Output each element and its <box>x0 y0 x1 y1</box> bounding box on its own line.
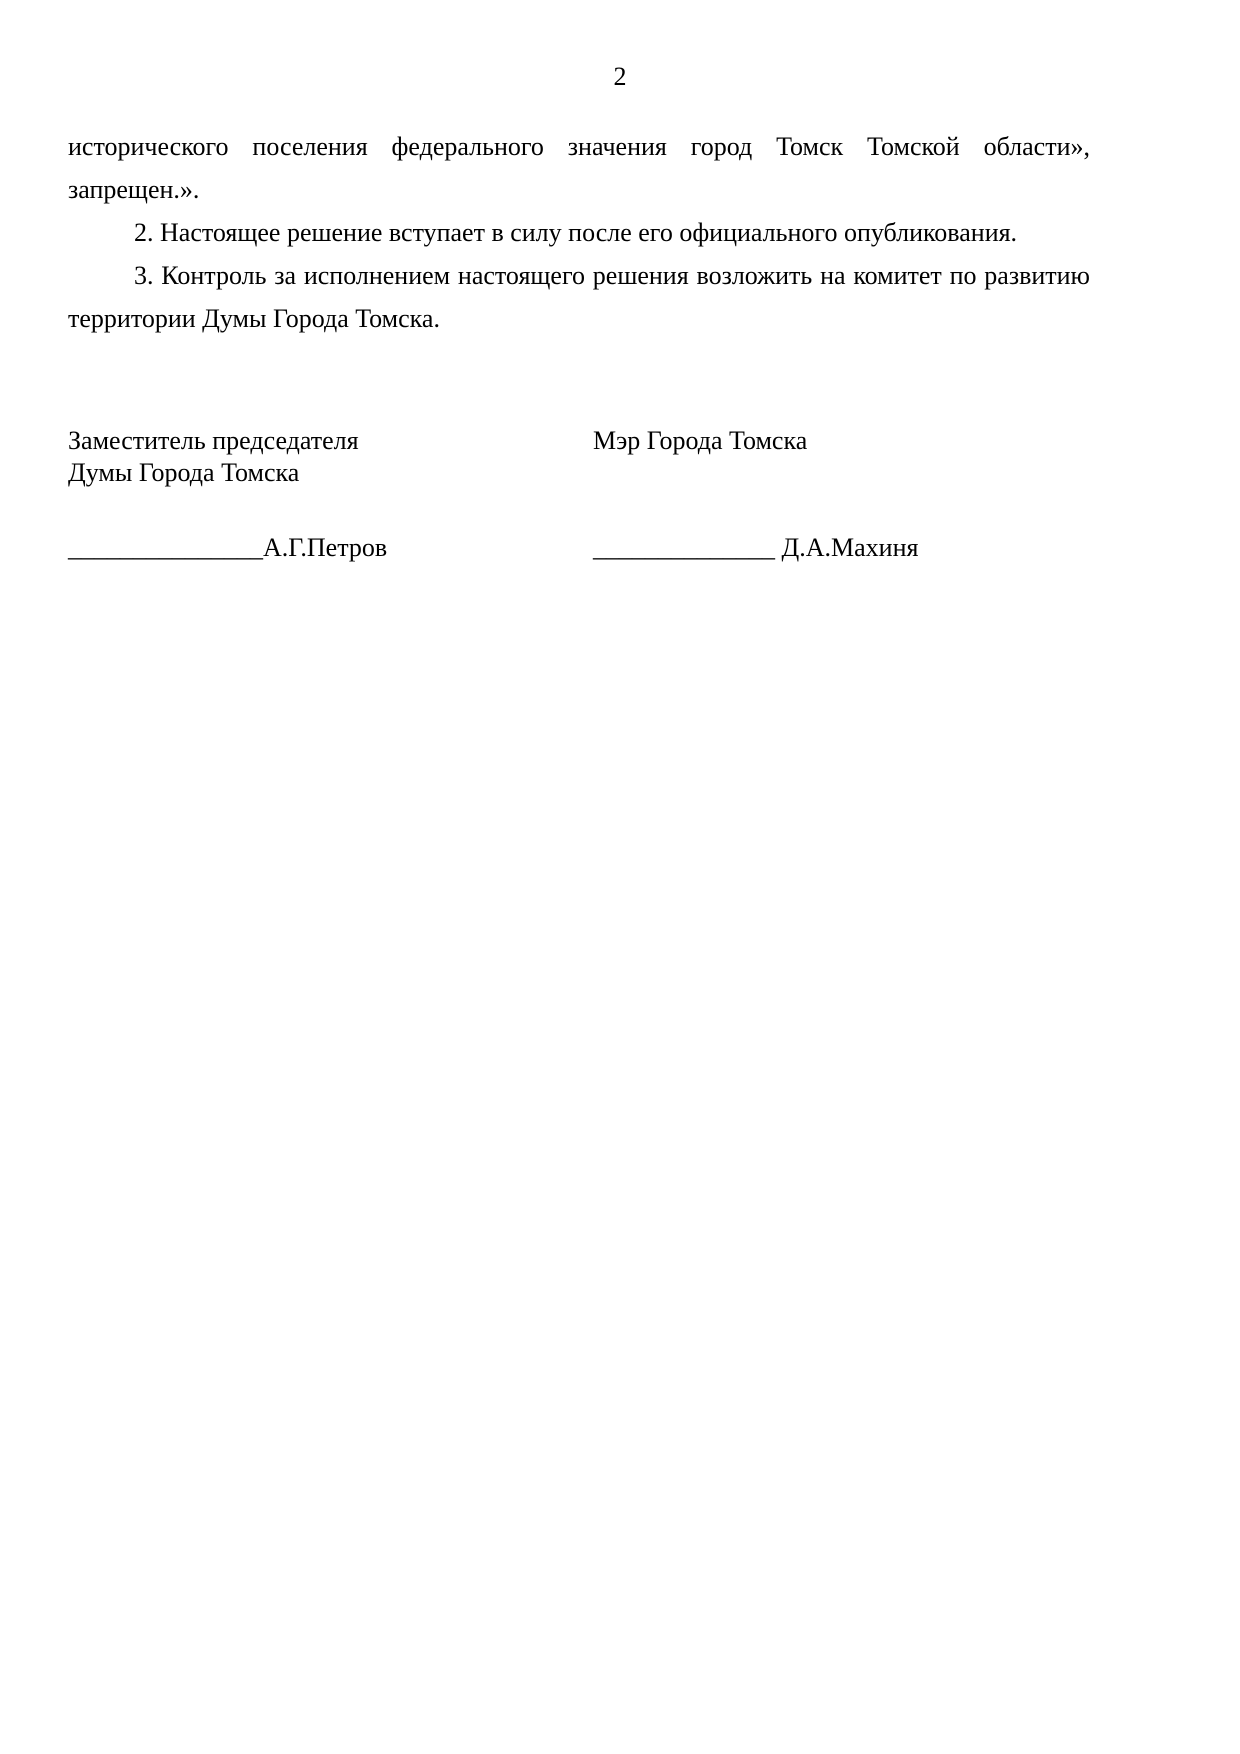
paragraph-clause-3: 3. Контроль за исполнением настоящего решения возложить на комитет по развитию территории Думы Города Томска. <box>68 261 1090 333</box>
signature-right-field <box>593 532 1090 564</box>
left-signer-title-line-2: Думы Города Томска <box>68 458 300 487</box>
signature-right-titles <box>593 425 1090 457</box>
right-signature-line: ______________ Д.А.Махиня <box>593 533 919 562</box>
signature-left-field <box>68 532 593 564</box>
left-signer-title-line-1: Заместитель председателя <box>68 426 359 455</box>
left-signature-line: _______________А.Г.Петров <box>68 533 388 562</box>
right-signer-title-line-1: Мэр Города Томска <box>593 426 808 455</box>
signature-titles-row <box>68 425 1090 489</box>
page-number: 2 <box>613 62 627 91</box>
signature-left-titles <box>68 425 593 489</box>
paragraph-clause-2: 2. Настоящее решение вступает в силу после его официального опубликования. <box>134 218 1018 247</box>
signature-names-row <box>68 532 1090 564</box>
paragraph-continuation: исторического поселения федерального значения город Томск Томской области», запрещен.». <box>68 132 1090 204</box>
signature-block <box>68 425 1090 564</box>
document-body <box>68 125 1090 340</box>
